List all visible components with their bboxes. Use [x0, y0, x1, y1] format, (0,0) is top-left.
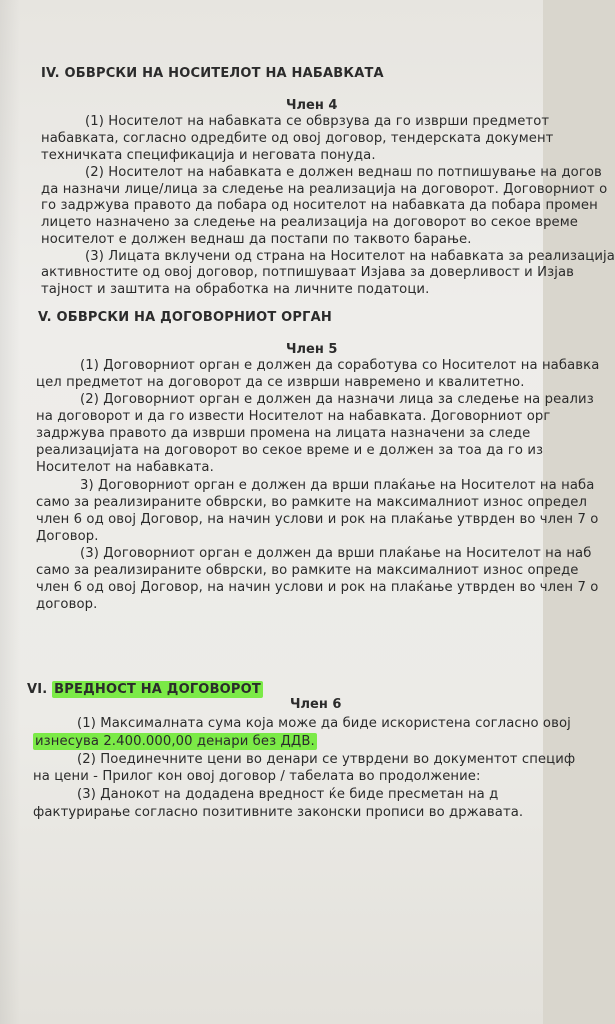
paragraph-line: (3) Данокот на додадена вредност ќе биде пресметан на д [77, 787, 499, 802]
article-title-5: Член 5 [286, 342, 338, 357]
paragraph-line: Носителот на набавката. [36, 460, 214, 475]
paragraph-line: (2) Договорниот орган е должен да назначи лица за следење на реализ [80, 392, 594, 407]
paragraph-line: Договор. [36, 529, 99, 544]
paragraph-line: тајност и заштита на обработка на личните податоци. [41, 282, 430, 297]
paragraph-line: реализацијата на договорот во секое време и е должен за тоа да го из [36, 443, 544, 458]
paragraph-line: член 6 од овој Договор, на начин услови и рок на плаќање утврден во член 7 о [36, 580, 599, 595]
highlighted-amount: изнесува 2.400.000,00 денари без ДДВ. [35, 734, 315, 749]
article-title-4: Член 4 [286, 98, 338, 113]
paragraph-line: го задржува правото да побара од носителот на набавката да побара промен [41, 198, 598, 213]
paragraph-line: само за реализираните обврски, во рамките на максималниот износ опреде [36, 563, 579, 578]
article-title-6: Член 6 [290, 697, 342, 712]
section-heading-iv: IV. ОБВРСКИ НА НОСИТЕЛОТ НА НАБАВКАТА [41, 66, 384, 81]
paragraph-line: (1) Максималната сума која може да биде искористена согласно овој [77, 716, 571, 731]
paragraph-line: (3) Договорниот орган е должен да врши плаќање на Носителот на наб [80, 546, 592, 561]
paragraph-line: само за реализираните обврски, во рамките на максималниот износ определ [36, 495, 588, 510]
paragraph-line [33, 733, 317, 750]
paragraph-line: набавката, согласно одредбите од овој договор, тендерската документ [41, 131, 554, 146]
section-heading-v: V. ОБВРСКИ НА ДОГОВОРНИОТ ОРГАН [38, 310, 332, 325]
paragraph-line: (1) Носителот на набавката се обврзува да го изврши предметот [85, 114, 550, 129]
paragraph-line: активностите од овој договор, потпишуваат Изјава за доверливост и Изјав [41, 265, 575, 280]
paragraph-line: носителот е должен веднаш да постапи по таквото барање. [41, 232, 472, 247]
paragraph-line: (1) Договорниот орган е должен да соработува со Носителот на набавка [80, 358, 600, 373]
paragraph-line: техничката спецификација и неговата понуда. [41, 148, 376, 163]
paragraph-line: на договорот и да го извести Носителот на набавката. Договорниот орг [36, 409, 551, 424]
paragraph-line: 3) Договорниот орган е должен да врши плаќање на Носителот на наба [80, 478, 595, 493]
paragraph-line: (3) Лицата вклучени од страна на Носителот на набавката за реализација [85, 249, 615, 264]
paragraph-line: (2) Поединечните цени во денари се утврдени во документот специф [77, 752, 576, 767]
paragraph-line: член 6 од овој Договор, на начин услови и рок на плаќање утврден во член 7 о [36, 512, 599, 527]
paragraph-line: лицето назначено за следење на реализација на договорот во секое време [41, 215, 579, 230]
highlighted-title: ВРЕДНОСТ НА ДОГОВОРОТ [54, 682, 261, 697]
paragraph-line: фактурирање согласно позитивните законски прописи во државата. [33, 805, 524, 820]
paragraph-line: на цени - Прилог кон овој договор / табелата во продолжение: [33, 769, 481, 784]
paragraph-line: задржува правото да изврши промена на лицата назначени за следе [36, 426, 531, 441]
page-shadow [0, 0, 20, 1024]
section-heading-vi: VI. ВРЕДНОСТ НА ДОГОВОРОТ [27, 682, 261, 697]
paragraph-line: да назначи лице/лица за следење на реализација на договорот. Договорниот о [41, 182, 608, 197]
paragraph-line: цел предметот на договорот да се изврши навремено и квалитетно. [36, 375, 525, 390]
paragraph-line: договор. [36, 597, 98, 612]
paragraph-line: (2) Носителот на набавката е должен веднаш по потпишување на догов [85, 165, 602, 180]
